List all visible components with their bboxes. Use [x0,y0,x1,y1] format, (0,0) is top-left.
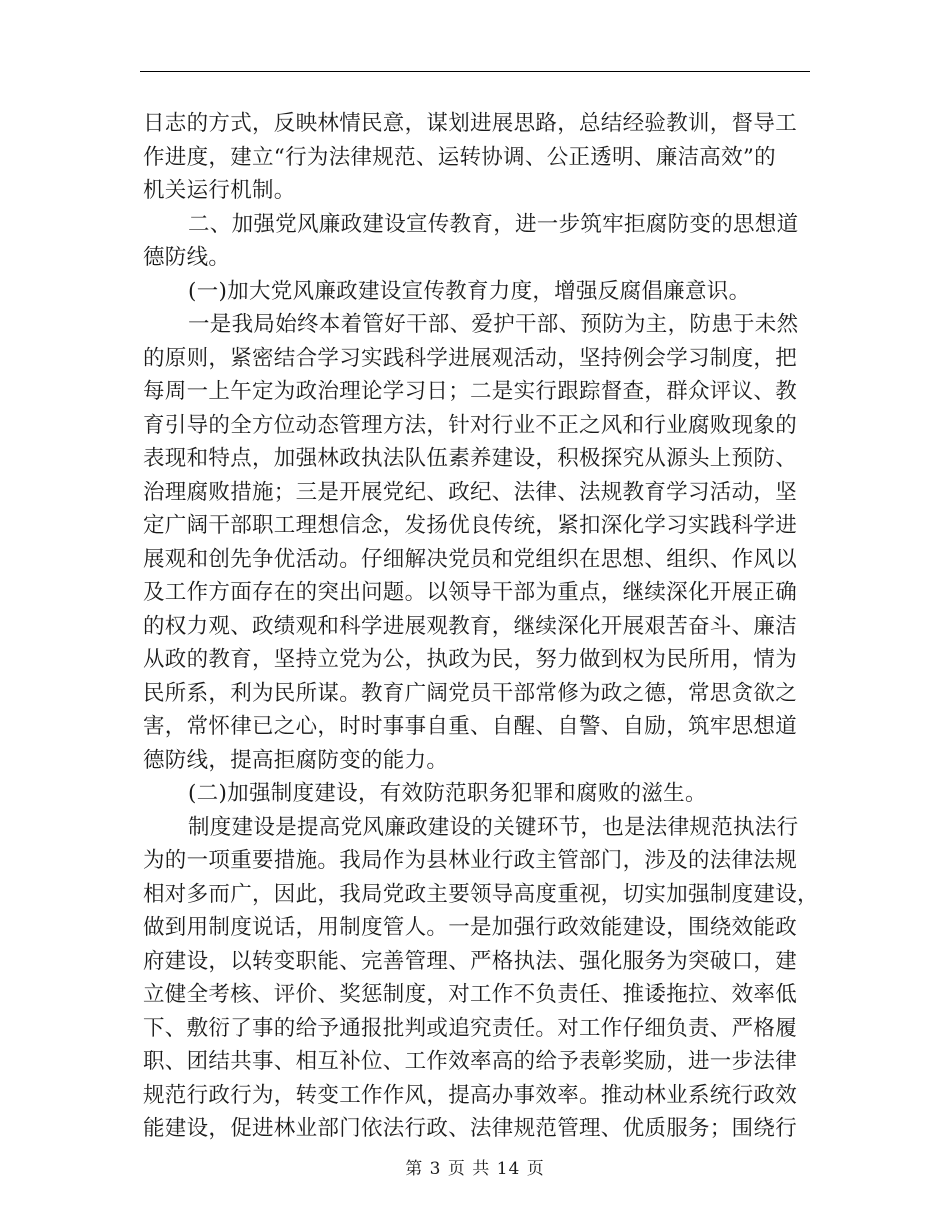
document-body [143,107,819,1146]
text-line: 二、加强党风廉政建设宣传教育，进一步筑牢拒腐防变的思想道 [188,211,799,237]
text-line: 制度建设是提高党风廉政建设的关键环节，也是法律规范执法行 [188,814,799,840]
text-line: 立健全考核、评价、奖惩制度，对工作不负责任、推诿拖拉、效率低 [143,982,798,1007]
text-line: 相对多而广，因此，我局党政主要领导高度重视，切实加强制度建设， [143,881,819,907]
text-line: 规范行政行为，转变工作作风，提高办事效率。推动林业系统行政效 [143,1082,798,1108]
text-line: 日志的方式，反映林情民意，谋划进展思路，总结经验教训，督导工 [143,111,798,136]
text-line: 表现和特点，加强林政执法队伍素养建设，积极探究从源头上预防、 [143,446,798,471]
text-line: 育引导的全方位动态管理方法，针对行业不正之风和行业腐败现象的 [143,412,798,438]
text-line: 做到用制度说话，用制度管人。一是加强行政效能建设，围绕效能政 [143,915,798,940]
text-line: 治理腐败措施；三是开展党纪、政纪、法律、法规教育学习活动，坚 [143,479,798,505]
text-line: 机关运行机制。 [143,178,296,203]
text-line: 及工作方面存在的突出问题。以领导干部为重点，继续深化开展正确 [143,580,798,605]
header-rule [140,71,810,72]
text-line: 害，常怀律已之心，时时事事自重、自醒、自警、自励，筑牢思想道 [143,714,798,739]
text-line: (二)加强制度建设，有效防范职务犯罪和腐败的滋生。 [188,781,707,806]
text-line: 每周一上午定为政治理论学习日；二是实行跟踪督查，群众评议、教 [143,379,798,404]
text-line: 一是我局始终本着管好干部、爱护干部、预防为主，防患于未然 [188,312,799,337]
text-line: 的权力观、政绩观和科学进展观教育，继续深化开展艰苦奋斗、廉洁 [143,613,798,639]
text-line: 德防线，提高拒腐防变的能力。 [143,747,449,773]
text-line: 的原则，紧密结合学习实践科学进展观活动，坚持例会学习制度，把 [143,345,798,371]
text-line: (一)加大党风廉政建设宣传教育力度，增强反腐倡廉意识。 [188,278,751,304]
text-line: 能建设，促进林业部门依法行政、法律规范管理、优质服务；围绕行 [143,1116,798,1141]
text-line: 为的一项重要措施。我局作为县林业行政主管部门，涉及的法律法规 [143,848,798,873]
text-line: 定广阔干部职工理想信念，发扬优良传统，紧扣深化学习实践科学进 [143,513,798,538]
page-number-footer: 第 3 页 共 14 页 [405,1159,545,1179]
text-line: 展观和创先争优活动。仔细解决党员和党组织在思想、组织、作风以 [143,546,798,572]
text-line: 府建设，以转变职能、完善管理、严格执法、强化服务为突破口，建 [143,948,798,974]
text-line: 职、团结共事、相互补位、工作效率高的给予表彰奖励，进一步法律 [143,1049,798,1074]
text-line: 下、敷衍了事的给予通报批判或追究责任。对工作仔细负责、严格履 [143,1015,798,1041]
text-line: 德防线。 [143,245,231,270]
text-line: 民所系，利为民所谋。教育广阔党员干部常修为政之德，常思贪欲之 [143,680,798,706]
text-line: 从政的教育，坚持立党为公，执政为民，努力做到权为民所用，情为 [143,647,798,672]
text-line: 作进度，建立“行为法律规范、运转协调、公正透明、廉洁高效”的 [143,144,776,170]
